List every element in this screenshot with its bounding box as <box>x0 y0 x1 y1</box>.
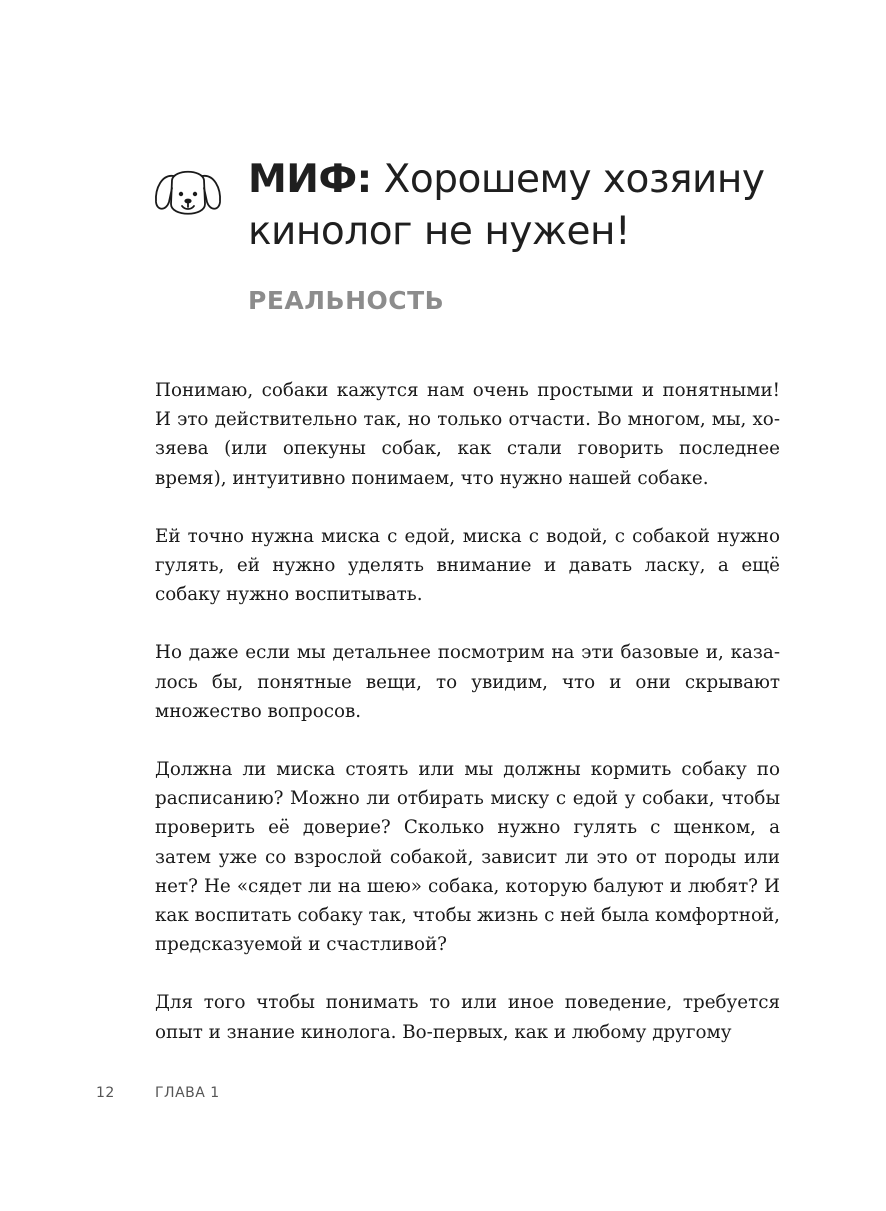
dog-face-icon <box>152 164 224 224</box>
reality-subheading: РЕАЛЬНОСТЬ <box>248 286 445 315</box>
paragraph: Но даже если мы детальнее посмотрим на эти базовые и, казалось бы, понятные вещи, то увидим, что и они скрывают множество вопросов. <box>155 642 780 722</box>
myth-text: Хорошему хозяину кинолог не нужен! <box>248 157 765 254</box>
myth-label: МИФ: <box>248 157 372 202</box>
body-text <box>155 376 780 1076</box>
paragraph: Ей точно нужна миска с едой, миска с водой, с собакой нужно гулять, ей нужно уделять внимание и давать ласку, а ещё собаку нужно воспитывать. <box>155 525 780 606</box>
paragraph: Понимаю, собаки кажутся нам очень простыми и понятными! И это действительно так, но только отчасти. Во многом, мы, хозяева (или опекуны собак, как стали говорить последнее время), интуитивно понимаем, что нужно нашей собаке. <box>155 380 780 489</box>
paragraph: Для того чтобы понимать то или иное поведение, требуется опыт и знание кинолога. Во-первых, как и любому другому <box>155 992 780 1043</box>
page-number: 12 <box>96 1085 115 1101</box>
paragraph: Должна ли миска стоять или мы должны кормить собаку по расписанию? Можно ли отбирать миску с едой у собаки, чтобы проверить её доверие? Сколько нужно гулять с щенком, а затем уже со взрослой собакой, зависит ли это от породы или нет? Не «сядет ли на шею» собака, которую балуют и любят? И как воспитать собаку так, чтобы жизнь с ней была комфортной, предсказуемой и счастливой? <box>155 759 780 956</box>
chapter-label: ГЛАВА 1 <box>155 1085 220 1101</box>
page-title <box>248 154 828 258</box>
